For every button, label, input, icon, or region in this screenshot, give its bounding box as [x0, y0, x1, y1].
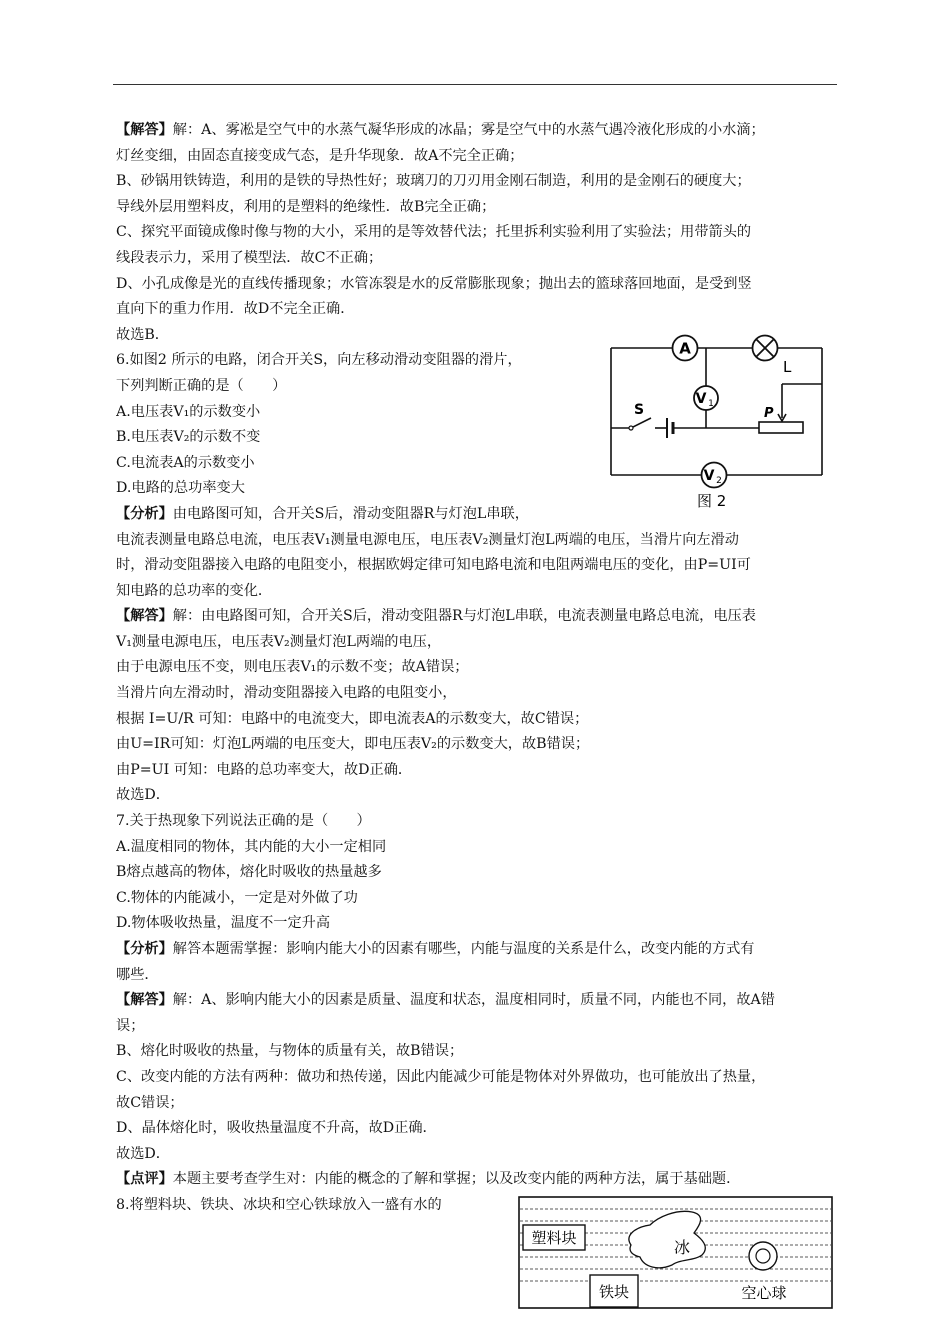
slider-label: P — [764, 406, 774, 421]
ice-label: 冰 — [673, 1238, 691, 1257]
text-line: B、砂锅用铁铸造，利用的是铁的导热性好；玻璃刀的刀刃用金刚石制造，利用的是金刚石的硬度大； — [116, 173, 751, 190]
text-line: V₁测量电源电压，电压表V₂测量灯泡L两端的电压， — [116, 633, 442, 650]
header-rule — [113, 84, 837, 85]
figure-caption: 图 2 — [697, 492, 727, 510]
text-line: D、小孔成像是光的直线传播现象；水管冻裂是水的反常膨胀现象；抛出去的篮球落回地面，是受到竖 — [116, 275, 752, 292]
text-line: 时，滑动变阻器接入电路的电阻变小，根据欧姆定律可知电路电流和电阻两端电压的变化，由P=UI可 — [116, 557, 751, 574]
q6-option-b: B.电压表V₂的示数不变 — [116, 429, 261, 446]
plastic-label: 塑料块 — [531, 1229, 577, 1247]
text-line: 由于电源电压不变，则电压表V₁的示数不变；故A错误； — [116, 659, 469, 676]
fenxi-tag: 【分析】 — [116, 505, 173, 522]
fenxi-tag: 【分析】 — [116, 941, 173, 957]
hollow-ball-label: 空心球 — [741, 1284, 787, 1302]
iron-label: 铁块 — [598, 1283, 630, 1301]
text-line: 哪些． — [116, 966, 159, 983]
q8-stem: 8.将塑料块、铁块、冰块和空心铁球放入一盛有水的 — [116, 1196, 442, 1213]
text-line: 线段表示力，采用了模型法．故C不正确； — [116, 249, 383, 266]
jieda-tag: 【解答】 — [116, 608, 173, 625]
v2-label: V — [703, 468, 715, 484]
text-line: 故C错误； — [116, 1094, 184, 1111]
q7-option: C.物体的内能减小，一定是对外做了功 — [116, 889, 358, 906]
text-line: C、探究平面镜成像时像与物的大小，采用的是等效替代法；托里拆利实验利用了实验法；用带箭头的 — [116, 224, 752, 241]
q6-fenxi-line: 【分析】由电路图可知，合开关S后，滑动变阻器R与灯泡L串联， — [116, 505, 529, 522]
text-line: B、熔化时吸收的热量，与物体的质量有关，故B错误； — [116, 1043, 464, 1060]
document-body — [116, 118, 840, 1219]
text-line: C、改变内能的方法有两种：做功和热传递，因此内能减少可能是物体对外界做功，也可能放出了热量， — [116, 1068, 766, 1085]
text-line: 由U=IR可知：灯泡L两端的电压变大，即电压表V₂的示数变大，故B错误； — [116, 736, 590, 753]
text-line: 直向下的重力作用．故D不完全正确． — [116, 301, 355, 318]
q6-stem: 6.如图2 所示的电路，闭合开关S，向左移动滑动变阻器的滑片， — [116, 352, 522, 369]
text-line: 误； — [116, 1017, 145, 1034]
q7-jieda-line: 【解答】解：A、影响内能大小的因素是质量、温度和状态，温度相同时，质量不同，内能也不同，故A错 — [116, 992, 775, 1009]
circuit-diagram — [603, 334, 829, 510]
v2-sub: 2 — [716, 476, 722, 486]
text-line: 故选B． — [116, 326, 169, 343]
q7-fenxi-line: 【分析】解答本题需掌握：影响内能大小的因素有哪些，内能与温度的关系是什么，改变内能的方式有 — [116, 941, 755, 957]
rheostat — [759, 422, 803, 433]
jieda-tag: 【解答】 — [116, 122, 173, 138]
text-line: 灯丝变细，由固态直接变成气态，是升华现象．故A不完全正确； — [116, 147, 524, 164]
text-line: 故选D． — [116, 787, 170, 804]
dianping-tag: 【点评】 — [116, 1171, 173, 1188]
text-line: D、晶体熔化时，吸收热量温度不升高，故D正确． — [116, 1120, 437, 1137]
text-line: 由P=UI 可知：电路的总功率变大，故D正确． — [116, 761, 413, 778]
text-line: 知电路的总功率的变化． — [116, 582, 273, 599]
q6-option-d: D.电路的总功率变大 — [116, 480, 245, 497]
text-line: 导线外层用塑料皮，利用的是塑料的绝缘性．故B完全正确； — [116, 198, 496, 215]
jieda-tag: 【解答】 — [116, 992, 173, 1009]
v1-label: V — [695, 391, 707, 407]
lamp-label: L — [783, 358, 792, 376]
water-tank-diagram — [516, 1195, 836, 1310]
ammeter-label: A — [679, 339, 691, 358]
q6-stem: 下列判断正确的是（ ） — [116, 377, 287, 394]
q6-jieda-line: 【解答】解：由电路图可知，合开关S后，滑动变阻器R与灯泡L串联，电流表测量电路总电流，电压表 — [116, 608, 756, 625]
q6-option-c: C.电流表A的示数变小 — [116, 454, 255, 471]
v1-sub: 1 — [708, 399, 714, 409]
q6-option-a: A.电压表V₁的示数变小 — [116, 403, 261, 420]
slider-arrow-icon — [778, 408, 786, 421]
q7-dianping-line: 【点评】本题主要考查学生对：内能的概念的了解和掌握；以及改变内能的两种方法，属于基础题． — [116, 1171, 741, 1188]
text-line: 电流表测量电路总电流，电压表V₁测量电源电压，电压表V₂测量灯泡L两端的电压，当滑片向左滑动 — [116, 531, 739, 548]
q7-option: D.物体吸收热量，温度不一定升高 — [116, 915, 331, 932]
text-line: 根据 I=U/R 可知：电路中的电流变大，即电流表A的示数变大，故C错误； — [116, 710, 589, 727]
q7-option: A.温度相同的物体，其内能的大小一定相同 — [116, 838, 387, 855]
hollow-ball — [749, 1242, 777, 1270]
q7-stem: 7.关于热现象下列说法正确的是（ ） — [116, 813, 371, 830]
text-line: 当滑片向左滑动时，滑动变阻器接入电路的电阻变小， — [116, 685, 457, 702]
q5-jieda-line: 【解答】解：A、雾凇是空气中的水蒸气凝华形成的冰晶；雾是空气中的水蒸气遇冷液化形成的小水滴； — [116, 122, 765, 138]
q7-option: B熔点越高的物体，熔化时吸收的热量越多 — [116, 864, 382, 881]
switch-label: S — [634, 402, 645, 418]
text-line: 故选D． — [116, 1145, 170, 1162]
